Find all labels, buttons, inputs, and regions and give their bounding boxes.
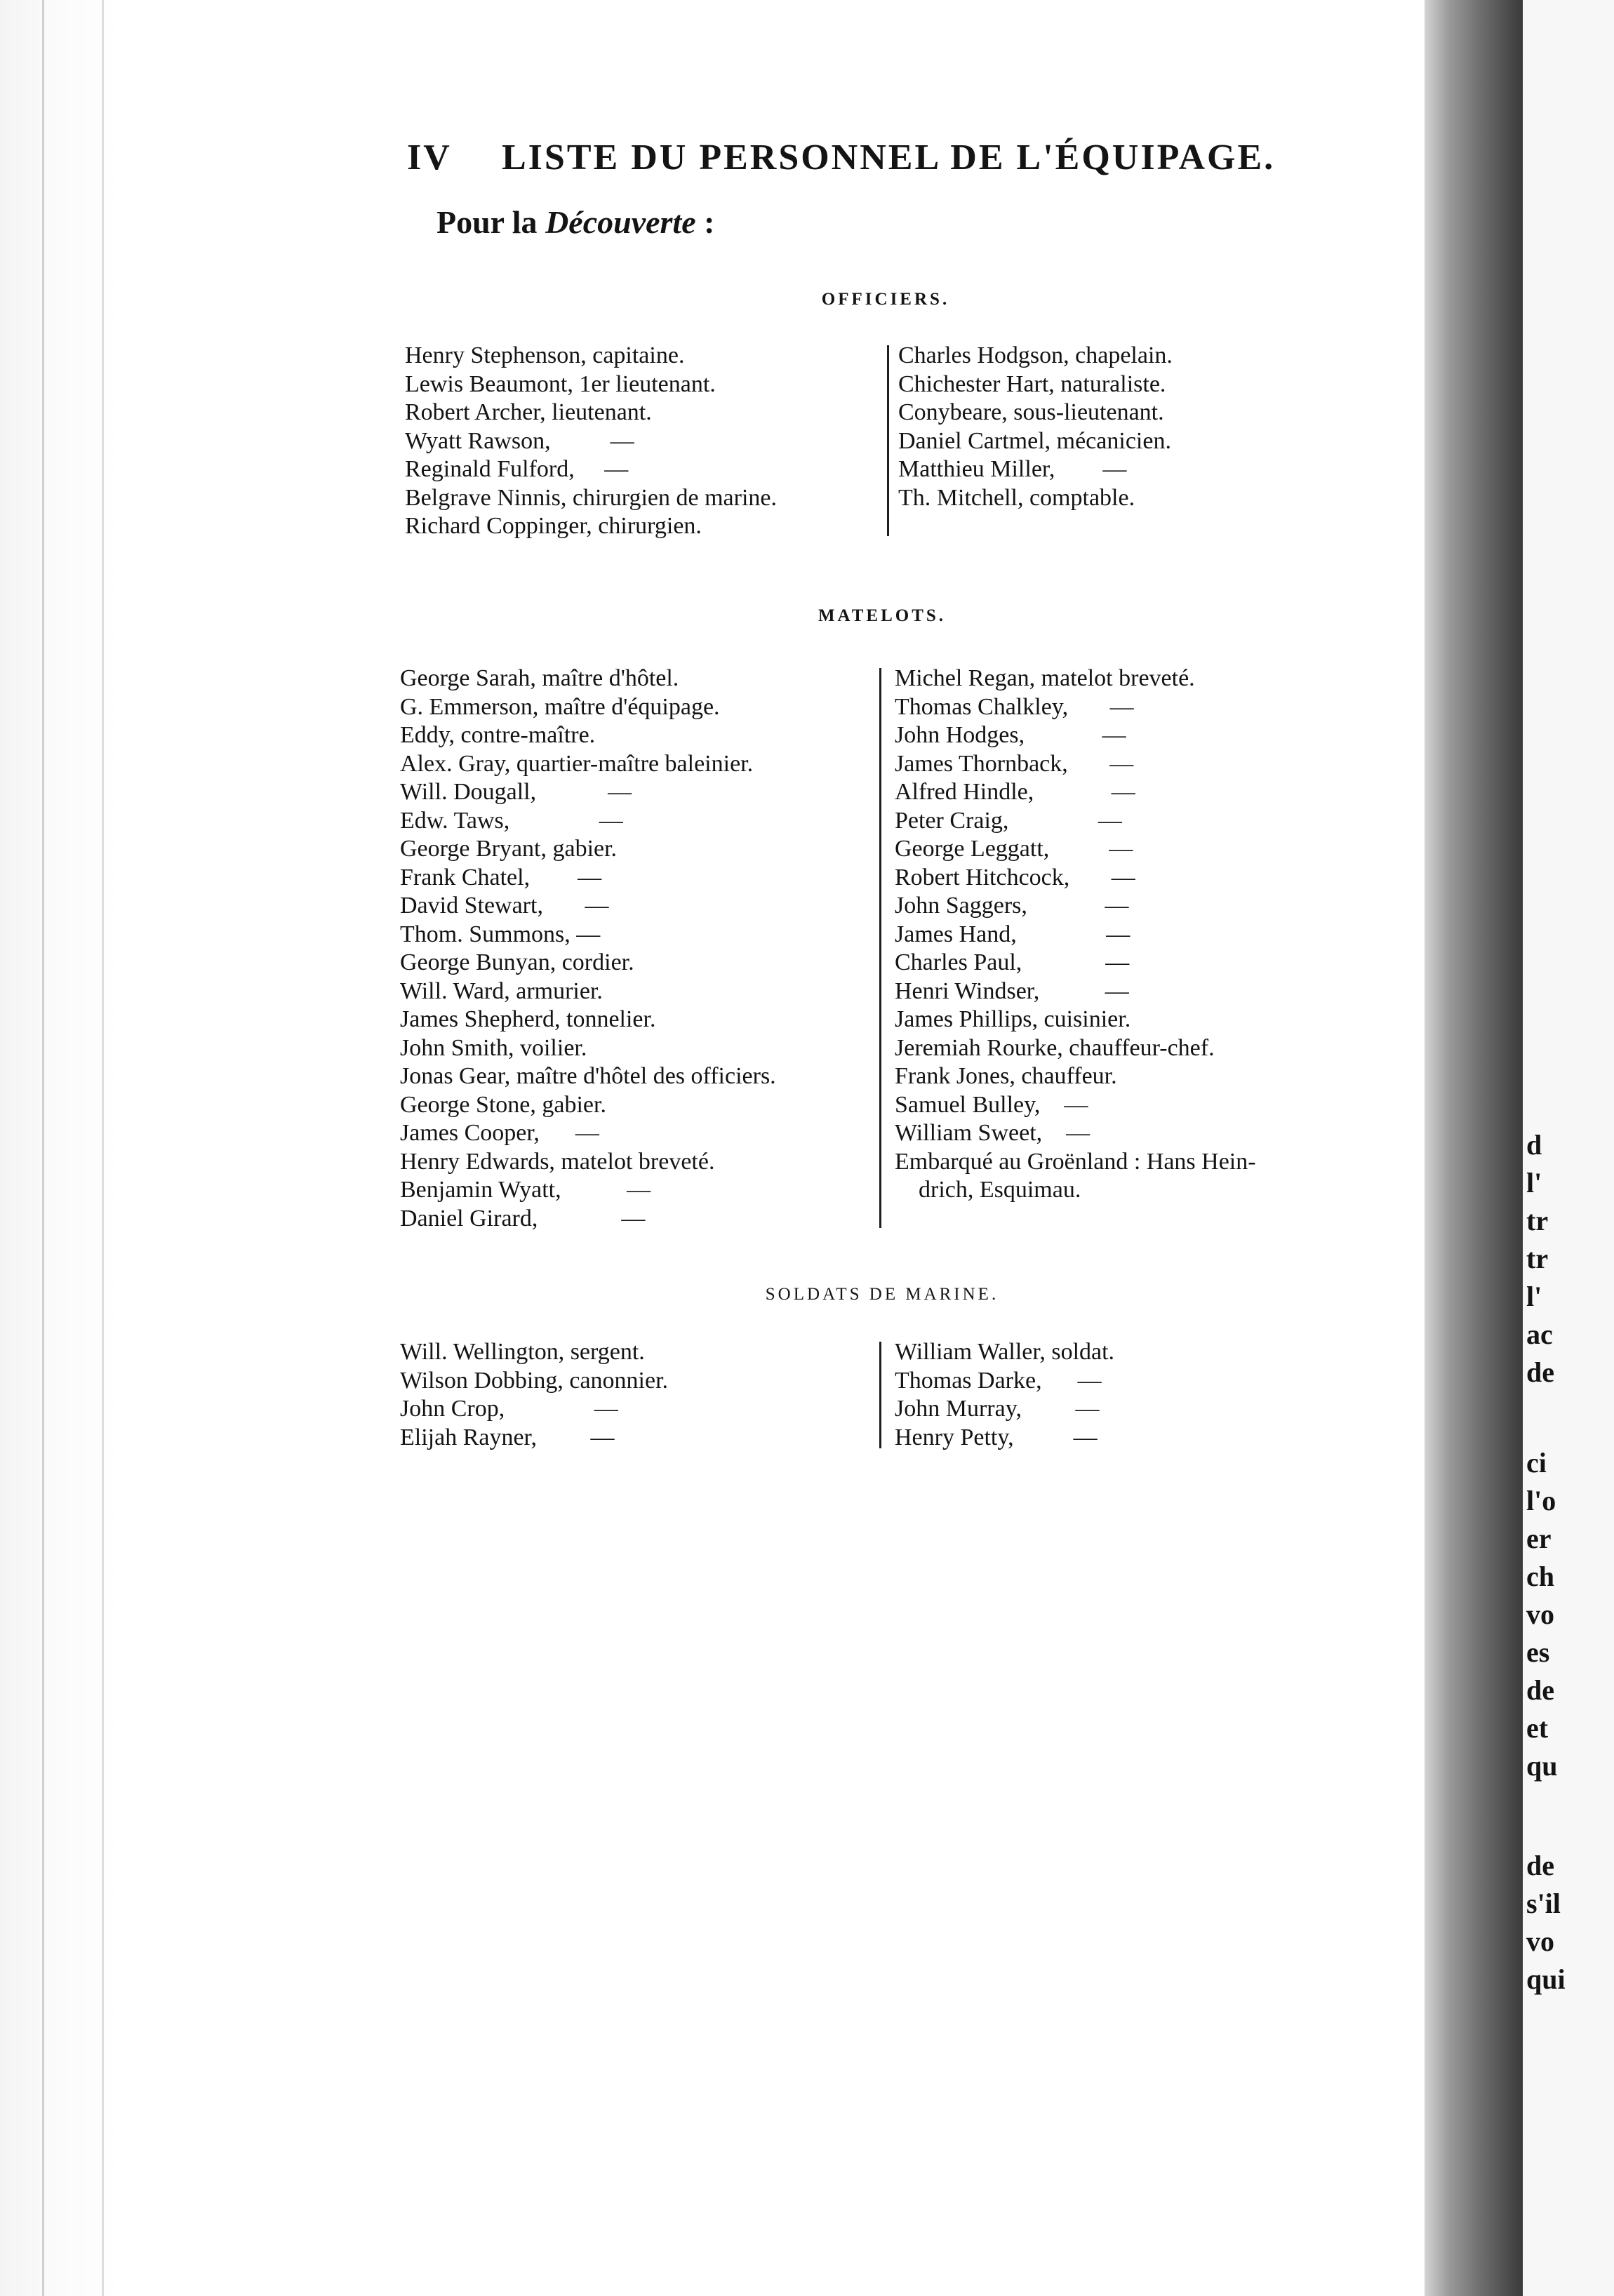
next-page-text-fragment: l' (1526, 1281, 1542, 1312)
crew-entry: John Smith, voilier. (400, 1034, 587, 1061)
crew-entry: Robert Hitchcock, — (895, 864, 1135, 890)
next-page-text-fragment: de (1526, 1674, 1554, 1706)
crew-entry: Th. Mitchell, comptable. (898, 484, 1135, 511)
soldats-left-column (400, 1338, 668, 1452)
crew-entry: James Phillips, cuisinier. (895, 1006, 1131, 1032)
crew-entry: James Thornback, — (895, 750, 1134, 777)
crew-entry: Eddy, contre-maître. (400, 722, 596, 748)
crew-entry: George Leggatt, — (895, 836, 1133, 862)
crew-entry: Reginald Fulford, — (405, 456, 629, 482)
crew-entry: Will. Ward, armurier. (400, 977, 603, 1004)
page-gutter-shadow (1425, 0, 1523, 2296)
next-page-text-fragment: de (1526, 1850, 1554, 1881)
crew-entry: John Crop, — (400, 1396, 618, 1422)
next-page-fragment-2 (1526, 1444, 1558, 1785)
crew-entry: Embarqué au Groënland : Hans Hein- (895, 1148, 1256, 1175)
page-header (407, 137, 1277, 186)
page-subtitle (436, 203, 714, 241)
binding-line (42, 0, 44, 2296)
crew-entry: Henry Stephenson, capitaine. (405, 342, 685, 368)
crew-entry: James Hand, — (895, 921, 1131, 947)
column-divider (879, 668, 881, 1228)
crew-entry: Frank Chatel, — (400, 864, 602, 890)
crew-entry: Daniel Cartmel, mécanicien. (898, 427, 1171, 454)
next-page-text-fragment: l'o (1526, 1485, 1556, 1516)
crew-entry: Thomas Chalkley, — (895, 693, 1134, 720)
next-page-text-fragment: d (1526, 1129, 1542, 1161)
crew-entry: Henri Windser, — (895, 977, 1129, 1004)
crew-entry: John Murray, — (895, 1396, 1100, 1422)
crew-entry: Daniel Girard, — (400, 1205, 646, 1232)
crew-entry: Charles Paul, — (895, 949, 1130, 975)
page-number: IV (407, 138, 452, 178)
crew-entry: G. Emmerson, maître d'équipage. (400, 693, 720, 720)
crew-entry: George Bryant, gabier. (400, 836, 618, 862)
crew-entry: Jonas Gear, maître d'hôtel des officiers. (400, 1063, 776, 1089)
officiers-left-column (405, 342, 777, 541)
next-page-text-fragment: l' (1526, 1167, 1542, 1199)
matelots-right-column (895, 665, 1256, 1205)
crew-entry: James Shepherd, tonnelier. (400, 1006, 656, 1032)
crew-entry: Will. Wellington, sergent. (400, 1339, 645, 1365)
crew-entry: Henry Petty, — (895, 1424, 1098, 1450)
crew-entry: Henry Edwards, matelot breveté. (400, 1148, 715, 1175)
crew-entry: Lewis Beaumont, 1er lieutenant. (405, 371, 716, 397)
crew-entry: Conybeare, sous-lieutenant. (898, 399, 1164, 425)
crew-entry: Wyatt Rawson, — (405, 427, 634, 454)
section-heading-matelots: MATELOTS. (818, 606, 947, 625)
crew-entry: Matthieu Miller, — (898, 456, 1127, 482)
crew-entry: John Saggers, — (895, 893, 1129, 919)
crew-entry: Elijah Rayner, — (400, 1424, 615, 1450)
crew-entry: Alex. Gray, quartier-maître baleinier. (400, 750, 754, 777)
next-page-text-fragment: qui (1526, 1963, 1566, 1995)
next-page-text-fragment: vo (1526, 1925, 1554, 1957)
crew-entry: Robert Archer, lieutenant. (405, 399, 652, 425)
crew-entry: Frank Jones, chauffeur. (895, 1063, 1117, 1089)
crew-entry: Alfred Hindle, — (895, 779, 1135, 805)
crew-entry: George Sarah, maître d'hôtel. (400, 665, 679, 691)
next-page-text-fragment: er (1526, 1523, 1552, 1554)
subtitle-prefix: Pour la (436, 204, 538, 240)
crew-entry: drich, Esquimau. (895, 1177, 1081, 1203)
subtitle-suffix: : (695, 204, 715, 240)
next-page-text-fragment: tr (1526, 1243, 1549, 1274)
next-page-text-fragment: vo (1526, 1598, 1554, 1630)
section-heading-soldats: SOLDATS DE MARINE. (765, 1285, 999, 1304)
crew-entry: Belgrave Ninnis, chirurgien de marine. (405, 484, 777, 511)
crew-entry: Thom. Summons, — (400, 921, 601, 947)
crew-entry: Benjamin Wyatt, — (400, 1177, 651, 1203)
crew-entry: Michel Regan, matelot breveté. (895, 665, 1195, 691)
crew-entry: Jeremiah Rourke, chauffeur-chef. (895, 1034, 1215, 1061)
crew-entry: Samuel Bulley, — (895, 1091, 1088, 1118)
crew-entry: William Waller, soldat. (895, 1339, 1115, 1365)
next-page-text-fragment: tr (1526, 1205, 1549, 1236)
crew-entry: Edw. Taws, — (400, 807, 623, 834)
crew-entry: Will. Dougall, — (400, 779, 632, 805)
soldats-right-column (895, 1338, 1114, 1452)
crew-entry: George Bunyan, cordier. (400, 949, 634, 975)
crew-entry: Thomas Darke, — (895, 1367, 1102, 1394)
binding-line (102, 0, 104, 2296)
next-page-text-fragment: es (1526, 1636, 1550, 1668)
next-page-text-fragment: qu (1526, 1750, 1558, 1782)
next-page-fragment-3 (1526, 1847, 1566, 1998)
crew-entry: Charles Hodgson, chapelain. (898, 342, 1173, 368)
next-page-text-fragment: ch (1526, 1561, 1554, 1592)
crew-entry: John Hodges, — (895, 722, 1126, 748)
crew-entry: Richard Coppinger, chirurgien. (405, 513, 702, 539)
next-page-text-fragment: s'il (1526, 1888, 1561, 1919)
next-page-text-fragment: et (1526, 1712, 1549, 1744)
column-divider (879, 1342, 881, 1448)
next-page-text-fragment: ci (1526, 1447, 1547, 1479)
ship-name: Découverte (545, 204, 696, 240)
crew-entry: Chichester Hart, naturaliste. (898, 371, 1166, 397)
matelots-left-column (400, 665, 776, 1233)
crew-entry: George Stone, gabier. (400, 1091, 606, 1118)
crew-entry: James Cooper, — (400, 1120, 599, 1146)
section-heading-officiers: OFFICIERS. (821, 290, 950, 309)
page-title: LISTE DU PERSONNEL DE L'ÉQUIPAGE. (502, 138, 1276, 178)
crew-entry: William Sweet, — (895, 1120, 1091, 1146)
crew-entry: Peter Craig, — (895, 807, 1122, 834)
next-page-text-fragment: de (1526, 1356, 1554, 1388)
crew-entry: David Stewart, — (400, 893, 609, 919)
crew-entry: Wilson Dobbing, canonnier. (400, 1367, 669, 1394)
officiers-right-column (898, 342, 1173, 512)
column-divider (887, 345, 889, 536)
next-page-text-fragment: ac (1526, 1319, 1553, 1350)
next-page-fragment-1 (1526, 1126, 1554, 1391)
